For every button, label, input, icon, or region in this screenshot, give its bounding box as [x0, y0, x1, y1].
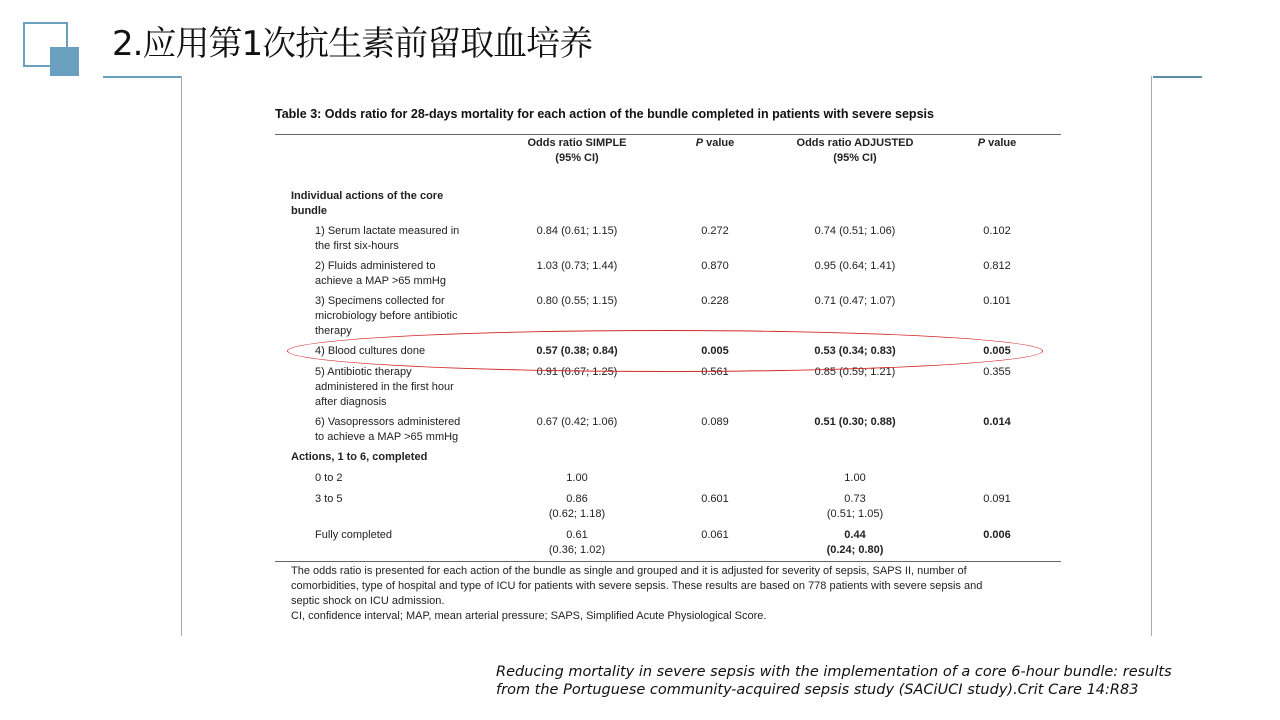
- or-adjusted-value: 0.95 (0.64; 1.41): [814, 260, 896, 272]
- section-actions-completed: Actions, 1 to 6, completed: [291, 451, 428, 463]
- or-simple-value: [502, 492, 652, 522]
- footnote-line: comorbidities, type of hospital and type of ICU for patients with severe sepsis. These results are based on 778 patients with severe sepsis and: [291, 580, 983, 592]
- row-label-line: 1) Serum lactate measured in: [315, 225, 460, 237]
- p-simple-value: 0.870: [701, 260, 729, 272]
- row-label-line: after diagnosis: [315, 396, 387, 408]
- or-simple-value: 0.91 (0.67; 1.25): [536, 366, 618, 378]
- row-label-line: the first six-hours: [315, 240, 399, 252]
- or-adjusted-value: 0.51 (0.30; 0.88): [814, 416, 896, 428]
- footnote-line: The odds ratio is presented for each action of the bundle as single and grouped and it is adjusted for severity of sepsis, SAPS II, number of: [291, 565, 967, 577]
- or-adjusted-value: 1.00: [844, 472, 866, 484]
- header-p-adjusted: [970, 136, 1024, 151]
- citation-line2: from the Portuguese community-acquired sepsis study (SACiUCI study).Crit Care 14:R83: [496, 682, 1139, 698]
- table-title: Table 3: Odds ratio for 28-days mortality for each action of the bundle completed in patients with severe sepsis: [275, 107, 934, 121]
- p-simple-value: 0.601: [701, 493, 729, 505]
- section-label-line2: bundle: [291, 205, 328, 217]
- p-simple-value: 0.272: [701, 225, 729, 237]
- or-adjusted-value: 0.53 (0.34; 0.83): [814, 345, 896, 357]
- deco-square-filled: [50, 47, 79, 76]
- section-individual-actions: [291, 189, 443, 219]
- header-or-adjusted-label: Odds ratio ADJUSTED: [796, 137, 914, 149]
- header-or-simple-ci: (95% CI): [555, 152, 599, 164]
- header-p-rest: value: [703, 137, 735, 149]
- p-simple-value: 0.089: [701, 416, 729, 428]
- header-p-italic: P: [695, 137, 704, 149]
- highlight-ellipse: [287, 330, 1043, 372]
- row-label: [315, 224, 459, 254]
- header-or-simple-label: Odds ratio SIMPLE: [527, 137, 627, 149]
- header-p-simple: [685, 136, 745, 151]
- row-label-line: 5) Antibiotic therapy: [315, 366, 412, 378]
- or-ci: (0.62; 1.18): [548, 508, 606, 520]
- footnote-line: CI, confidence interval; MAP, mean arterial pressure; SAPS, Simplified Acute Physiological Score.: [291, 610, 767, 622]
- row-label-line: microbiology before antibiotic: [315, 310, 458, 322]
- row-label: Fully completed: [315, 529, 393, 541]
- or-value: 0.73: [844, 493, 866, 505]
- or-adjusted-value: [782, 528, 928, 558]
- p-adjusted-value: 0.102: [983, 225, 1011, 237]
- row-label: 4) Blood cultures done: [315, 345, 426, 357]
- or-simple-value: 0.80 (0.55; 1.15): [536, 295, 618, 307]
- or-simple-value: [502, 528, 652, 558]
- or-value: 0.44: [844, 529, 866, 541]
- or-value: 0.86: [566, 493, 588, 505]
- p-adjusted-value: 0.355: [983, 366, 1011, 378]
- or-ci: (0.36; 1.02): [548, 544, 606, 556]
- row-label-line: 3) Specimens collected for: [315, 295, 445, 307]
- or-adjusted-value: 0.71 (0.47; 1.07): [814, 295, 896, 307]
- row-label: [315, 415, 460, 445]
- p-adjusted-value: 0.091: [983, 493, 1011, 505]
- table-top-rule: [275, 134, 1061, 135]
- p-simple-value: 0.005: [701, 345, 729, 357]
- or-adjusted-value: 0.74 (0.51; 1.06): [814, 225, 896, 237]
- citation-line1: Reducing mortality in severe sepsis with the implementation of a core 6-hour bundle: results: [496, 664, 1172, 680]
- or-simple-value: 1.03 (0.73; 1.44): [536, 260, 618, 272]
- p-adjusted-value: 0.101: [983, 295, 1011, 307]
- row-label: 0 to 2: [315, 472, 343, 484]
- row-label: [315, 259, 446, 289]
- header-p2-italic: P: [977, 137, 986, 149]
- or-ci: (0.24; 0.80): [826, 544, 884, 556]
- row-label-line: to achieve a MAP >65 mmHg: [315, 431, 459, 443]
- row-label: [315, 294, 457, 339]
- or-simple-value: 0.57 (0.38; 0.84): [536, 345, 618, 357]
- header-or-adjusted: [782, 136, 928, 166]
- or-adjusted-value: 0.85 (0.59; 1.21): [814, 366, 896, 378]
- p-adjusted-value: 0.006: [983, 529, 1011, 541]
- p-simple-value: 0.561: [701, 366, 729, 378]
- or-ci: (0.51; 1.05): [826, 508, 884, 520]
- row-label-line: 2) Fluids administered to: [315, 260, 436, 272]
- header-or-adjusted-ci: (95% CI): [833, 152, 877, 164]
- footnote-line: septic shock on ICU admission.: [291, 595, 445, 607]
- section-label-line1: Individual actions of the core: [291, 190, 444, 202]
- p-simple-value: 0.061: [701, 529, 729, 541]
- title-underline-left: [103, 76, 183, 78]
- or-simple-value: 0.67 (0.42; 1.06): [536, 416, 618, 428]
- citation: [496, 663, 1172, 699]
- p-adjusted-value: 0.014: [983, 416, 1011, 428]
- row-label-line: administered in the first hour: [315, 381, 454, 393]
- row-label-line: therapy: [315, 325, 352, 337]
- or-value: 0.61: [566, 529, 588, 541]
- table-bottom-rule: [275, 561, 1061, 562]
- or-simple-value: 1.00: [566, 472, 588, 484]
- header-p2-rest: value: [985, 137, 1017, 149]
- row-label: 3 to 5: [315, 493, 343, 505]
- title-underline-right: [1153, 76, 1202, 78]
- table-footnote: [291, 564, 1061, 624]
- row-label-line: achieve a MAP >65 mmHg: [315, 275, 446, 287]
- or-adjusted-value: [782, 492, 928, 522]
- slide-title: 2.应用第1次抗生素前留取血培养: [112, 24, 593, 64]
- p-adjusted-value: 0.812: [983, 260, 1011, 272]
- row-label: [315, 365, 454, 410]
- or-simple-value: 0.84 (0.61; 1.15): [536, 225, 618, 237]
- p-adjusted-value: 0.005: [983, 345, 1011, 357]
- p-simple-value: 0.228: [701, 295, 729, 307]
- row-label-line: 6) Vasopressors administered: [315, 416, 461, 428]
- header-or-simple: [502, 136, 652, 166]
